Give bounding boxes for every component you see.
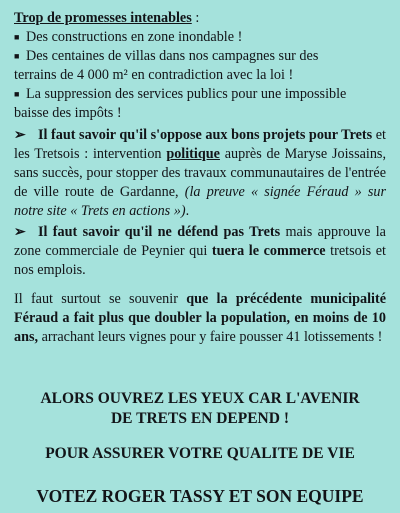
p1-text: auprès de Maryse Joissains, sans succès, pour stopper des travaux communautaires de l'entrée de ville route de Gardanne, xyxy=(14,146,386,200)
p2-text: tretsois et nos emplois. xyxy=(14,243,386,278)
bullet-item xyxy=(14,85,386,104)
square-bullet-icon: ■ xyxy=(14,32,20,42)
quality-of-life-line: POUR ASSURER VOTRE QUALITE DE VIE xyxy=(45,445,355,462)
bullet-continuation: baisse des impôts ! xyxy=(14,105,122,121)
bullet-text: Des constructions en zone inondable ! xyxy=(26,29,243,45)
p1-bold: Il faut savoir qu'il s'oppose aux bons projets pour Trets xyxy=(38,127,373,143)
bullet-item xyxy=(14,28,386,47)
cta-line: DE TRETS EN DEPEND ! xyxy=(110,410,289,427)
p2-bold: Il faut savoir qu'il ne défend pas Trets xyxy=(38,224,281,240)
p1-italic: (la preuve « signée Féraud » sur notre site « Trets en actions ») xyxy=(14,184,386,219)
p2-bold: tuera le commerce xyxy=(211,243,326,259)
vote-slogan: VOTEZ ROGER TASSY ET SON EQUIPE xyxy=(36,486,364,506)
heading-colon: : xyxy=(191,10,200,26)
bullet-text: La suppression des services publics pour une impossible xyxy=(26,86,347,102)
p3-text: arrachant leurs vignes pour y faire pousser 41 lotissements ! xyxy=(38,329,383,345)
p1-text: et les Tretsois : intervention xyxy=(14,127,386,162)
bullet-continuation: terrains de 4 000 m² en contradiction avec la loi ! xyxy=(14,67,294,83)
p3-bold: que la précédente municipalité Féraud a fait plus que doubler la population, en moins de 10 ans, xyxy=(14,291,386,345)
promises-section xyxy=(14,9,386,123)
bullet-item xyxy=(14,47,386,66)
p1-end: . xyxy=(185,203,190,219)
paragraph-opposition xyxy=(14,126,386,221)
square-bullet-icon: ■ xyxy=(14,51,20,61)
p3-text: Il faut surtout se souvenir xyxy=(14,291,187,307)
cta-line: ALORS OUVREZ LES YEUX CAR L'AVENIR xyxy=(40,390,360,407)
promises-heading-line xyxy=(14,9,386,28)
promises-heading: Trop de promesses intenables xyxy=(14,10,192,26)
paragraph-population xyxy=(14,290,386,347)
arrowhead-bullet-icon: ➢ xyxy=(14,224,26,240)
call-to-action-heading xyxy=(0,389,400,429)
paragraph-commerce xyxy=(14,223,386,280)
p1-bold-underlined: politique xyxy=(166,146,220,162)
p2-text: mais approuve la zone commerciale de Peynier qui xyxy=(14,224,386,259)
bullet-text: Des centaines de villas dans nos campagnes sur des xyxy=(26,48,319,64)
square-bullet-icon: ■ xyxy=(14,89,20,99)
arrowhead-bullet-icon: ➢ xyxy=(14,127,26,143)
